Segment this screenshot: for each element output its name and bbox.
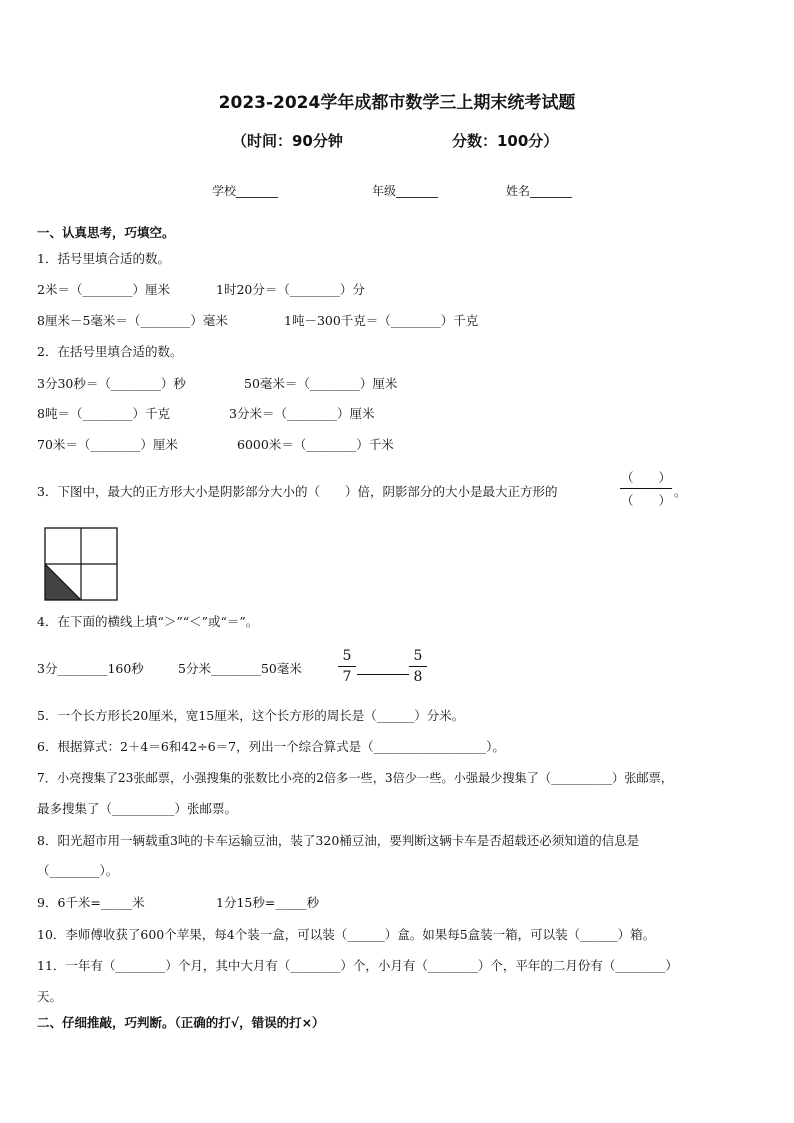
fraction-5-8 bbox=[409, 648, 427, 685]
fraction-numerator: 5 bbox=[342, 648, 352, 664]
question-9-b: 1分15秒=_____秒 bbox=[216, 895, 320, 910]
name-field: 姓名_______ bbox=[506, 184, 573, 198]
question-5: 5．一个长方形长20厘米，宽15厘米，这个长方形的周长是（______）分米。 bbox=[37, 708, 465, 723]
q1-item-b: 1时20分＝（________）分 bbox=[216, 282, 365, 297]
q2-item-c: 8吨＝（________）千克 bbox=[37, 406, 170, 421]
q1-item-c: 8厘米－5毫米＝（________）毫米 bbox=[37, 313, 228, 328]
fraction-bar bbox=[409, 666, 427, 667]
question-7-line1: 7．小亮搜集了23张邮票，小强搜集的张数比小亮的2倍多一些，3倍少一些。小强最少搜集了（__________）张邮票， bbox=[37, 771, 673, 785]
section-heading-2: 二、仔细推敲，巧判断。（正确的打√，错误的打×） bbox=[37, 1015, 325, 1030]
q4-answer-line bbox=[357, 674, 409, 675]
section-heading: 一、认真思考，巧填空。 bbox=[37, 225, 175, 240]
q2-item-e: 70米＝（________）厘米 bbox=[37, 437, 178, 452]
q2-item-a: 3分30秒＝（________）秒 bbox=[37, 376, 186, 391]
question-6: 6．根据算式：2＋4＝6和42÷6＝7，列出一个综合算式是（__________________）。 bbox=[37, 739, 505, 754]
q1-item-a: 2米＝（________）厘米 bbox=[37, 282, 170, 297]
question-1: 1．括号里填合适的数。 bbox=[37, 251, 170, 266]
page-title: 2023-2024学年成都市数学三上期末统考试题 bbox=[218, 93, 576, 113]
question-8-line1: 8．阳光超市用一辆载重3吨的卡车运输豆油，装了320桶豆油，要判断这辆卡车是否超载还必须知道的信息是 bbox=[37, 833, 640, 848]
exam-score: 分数：100分） bbox=[452, 132, 559, 150]
question-9-a: 9．6千米=_____米 bbox=[37, 895, 145, 910]
q3-period: 。 bbox=[674, 484, 687, 499]
q2-item-d: 3分米＝（________）厘米 bbox=[229, 406, 375, 421]
fraction-denominator: （ ） bbox=[620, 493, 671, 508]
question-8-line2: （________）。 bbox=[37, 863, 119, 878]
question-11-line1: 11．一年有（________）个月，其中大月有（________）个，小月有（________）个，平年的二月份有（________） bbox=[37, 958, 678, 973]
fraction-5-7 bbox=[338, 648, 356, 685]
fraction-numerator: （ ） bbox=[620, 470, 671, 485]
q2-item-b: 50毫米＝（________）厘米 bbox=[244, 376, 398, 391]
question-7-line2: 最多搜集了（__________）张邮票。 bbox=[37, 801, 238, 816]
school-field: 学校_______ bbox=[212, 184, 279, 198]
fraction-numerator: 5 bbox=[413, 648, 423, 664]
question-3: 3．下图中，最大的正方形大小是阴影部分大小的（ ）倍，阴影部分的大小是最大正方形的 bbox=[37, 484, 558, 499]
question-2: 2．在括号里填合适的数。 bbox=[37, 344, 183, 359]
q1-item-d: 1吨－300千克＝（________）千克 bbox=[284, 313, 479, 328]
fraction-bar bbox=[620, 488, 672, 489]
q4-item-a: 3分________160秒 bbox=[37, 661, 144, 676]
question-4: 4．在下面的横线上填“＞”“＜”或“＝”。 bbox=[37, 614, 259, 629]
fraction-denominator: 8 bbox=[413, 669, 423, 685]
exam-time: （时间：90分钟 bbox=[232, 132, 343, 150]
square-diagram bbox=[44, 527, 118, 601]
fraction-bar bbox=[338, 666, 356, 667]
grade-field: 年级_______ bbox=[372, 184, 439, 198]
q4-item-b: 5分米________50毫米 bbox=[178, 661, 302, 676]
q2-item-f: 6000米＝（________）千米 bbox=[237, 437, 394, 452]
question-11-line2: 天。 bbox=[37, 989, 63, 1004]
q3-fraction bbox=[620, 468, 672, 509]
fraction-denominator: 7 bbox=[342, 669, 352, 685]
question-10: 10．李师傅收获了600个苹果，每4个装一盒，可以装（______）盒。如果每5盒装一箱，可以装（______）箱。 bbox=[37, 927, 656, 942]
